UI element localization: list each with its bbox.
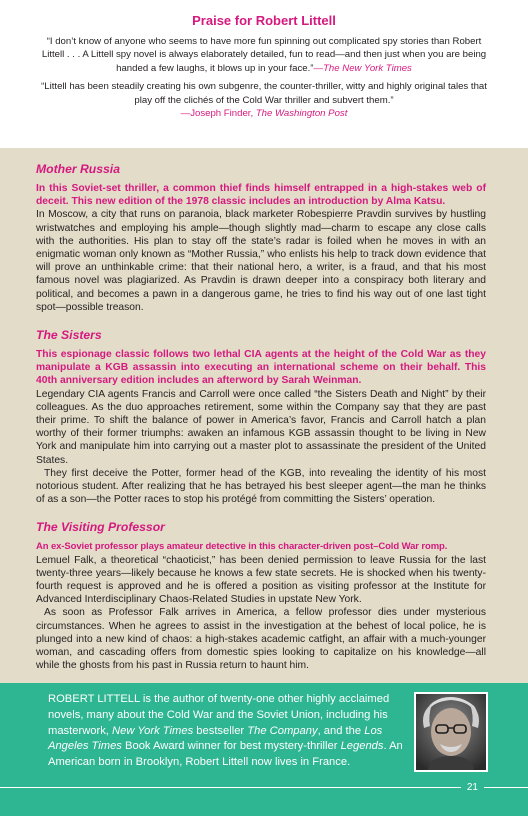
book-list [36,162,486,687]
book-entry [36,520,486,672]
book-title: The Sisters [36,328,102,343]
author-bio-text: Book Award winner for best mystery-thriller [121,740,341,753]
book-title: Mother Russia [36,162,120,176]
book-entry [36,162,486,314]
author-bio-text: bestseller [193,724,248,737]
author-portrait-image [416,694,486,770]
book-description: Lemuel Falk, a theoretical “chaoticist,” has been denied permission to leave Russia for the last twenty-three years—likely because he knows a few state secrets. He is shocked when his twenty-fourth request is approved and he is offered a position as visiting professor at the Institute for Advanced Interdisciplinary Chaos-Related Studies in upstate New York. [36,554,486,606]
author-bio-section [0,683,528,816]
book-lead: In this Soviet-set thriller, a common thief finds himself entrapped in a high-stakes web of deceit. This new edition of the 1978 classic includes an introduction by Alma Katsu. [36,183,486,208]
book-entry [36,328,486,506]
author-name: ROBERT LITTELL [48,693,140,705]
author-work: Legends [340,740,384,753]
footer-divider [0,787,528,788]
quote-publication: The New York Times [323,62,412,74]
author-bio-text: is the author of twenty-one other highly acclaimed novels, many about the Cold War and the Soviet Union, including his masterwork, [48,693,390,737]
author-bio-text: . An American born in Brooklyn, Robert Littell now lives in France. [48,740,403,769]
quote-publication: The Washington Post [255,108,348,120]
author-photo [414,692,488,772]
book-description: Legendary CIA agents Francis and Carroll were once called “the Sisters Death and Night” by their colleagues. As the duo approaches retirement, some within the Company say that they are past their prime. To shift the balance of power in America’s favor, Francis and Carroll hatch a plan worthy of their former triumphs: awaken an infamous KGB assassin thought to be living in New York and manipulate him into carrying out a master plot to assassinate the president of the United States. [36,388,486,466]
praise-quote [36,80,492,120]
author-work: New York Times [112,724,194,737]
praise-section [0,0,528,148]
quote-source: —Joseph Finder, [180,108,256,120]
author-work: The Company [247,724,318,737]
quote-source: — [313,62,324,74]
book-description: In Moscow, a city that runs on paranoia, black marketer Robespierre Pravdin survives by hustling wristwatches and employing his ample—though slightly mad—charm to escape any close calls with the authorities. His plan to stay off the state’s radar is foiled when he moves in with an enigmatic woman only known as “Mother Russia,” who enlists his help to track down evidence that will prove an unthinkable crime: that their national hero, a writer, is a fraud, and that his most famous novel was plagiarized. As Pravdin is drawn deeper into a conspiracy both literary and political, and becomes a pawn in a dangerous game, he tries to find his way out of one last tight spot—possible treason. [36,209,486,313]
page-number: 21 [461,781,484,794]
book-lead: An ex-Soviet professor plays amateur detective in this character-driven post–Cold War romp. [36,541,448,553]
praise-heading: Praise for Robert Littell [192,13,336,28]
book-lead: This espionage classic follows two lethal CIA agents at the height of the Cold War as they manipulate a KGB assassin into executing an international scheme on their behalf. This 40th anniversary edition includes an afterword by Sarah Weinman. [36,349,486,387]
author-work: Los Angeles Times [48,724,383,753]
author-bio [48,692,408,771]
book-description: As soon as Professor Falk arrives in America, a fellow professor dies under mysterious circumstances. When he agrees to assist in the investigation at the behest of local police, he is plunged into a new kind of chaos: a high-stakes academic catfight, an affair with a much-younger woman, and cascading offers from domestic spies looking to capitalize on his knowledge—all while the ghosts from his past in Russia return to haunt him. [36,607,486,672]
praise-quote [36,35,492,75]
book-title: The Visiting Professor [36,520,165,535]
book-description: They first deceive the Potter, former head of the KGB, into revealing the identity of his most notorious student. After realizing that he has betrayed his best sleeper agent—the man he thinks of as a son—the Potter races to stop his protégé from committing the Sisters’ operation. [36,467,486,506]
quote-text: “Littell has been steadily creating his own subgenre, the counter-thriller, witty and highly original tales that play off the clichés of the Cold War thriller and subvert them.” [41,81,487,106]
author-bio-text: , and the [317,724,365,737]
quote-text: “I don’t know of anyone who seems to have more fun spinning out complicated spy stories than Robert Littell . . . A Littell spy novel is always elaborately detailed, fun to read—and then just when you are being handed a few laughs, it blows up in your face.” [41,36,487,74]
